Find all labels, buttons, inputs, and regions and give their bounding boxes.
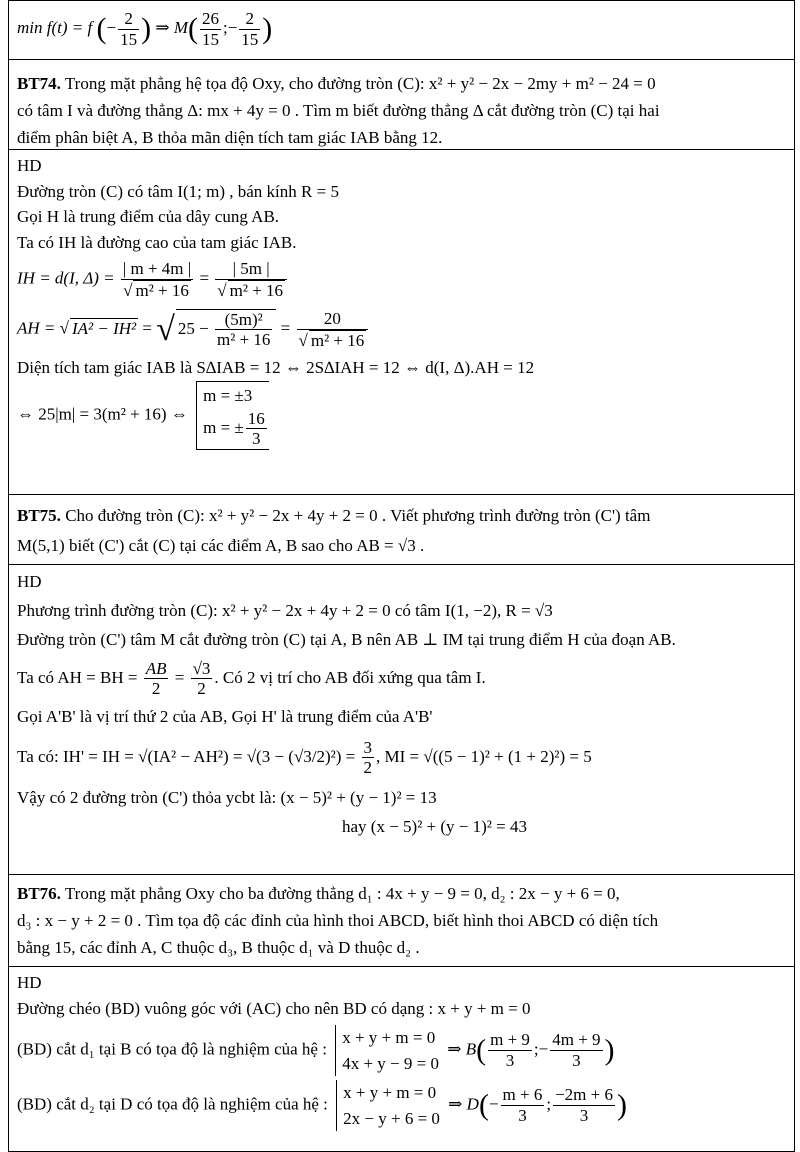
point-m-label: M xyxy=(173,17,188,37)
ah-formula: AH = √ IA² − IH² = √ 25 − $\frac{\text{(5m)²}}{\text{m² + 16}}$ = $\frac{20}{\text{√ m² + 16}}$ xyxy=(17,304,786,355)
bt75-solution: HD Phương trình đường tròn (C): x² + y² − 2x + 4y + 2 = 0 có tâm I(1, −2), R = √3 Đường tròn (C') tâm M cắt đường tròn (C) tại A, B nên AB ⊥ IM tại trung điểm H của đoạn AB. Ta có AH = BH = $\frac{AB}{2}$ = $\frac{√3}{2}$ . Có 2 vị trí cho AB đối xứng qua tâm I. Gọi A'B' là vị trí thứ 2 của AB, Gọi H' là trung điểm của A'B' Ta có: IH' = IH = √(IA² − AH²) = √(3 − (√3/2)²) = $\frac{3}{2}$ , MI = √((5 − 1)² + (1 + 2)²) = 5 Vậy có 2 đường tròn (C') thỏa ycbt là: (x − 5)² + (y − 1)² = 13 hay (x − 5)² + (y − 1)² = 43 xyxy=(8,565,795,875)
document-page xyxy=(8,0,795,1152)
ih-formula: IH = d(I, Δ) = $\frac{| m + 4m |}{\text{√ m² + 16}}$ = $\frac{| 5m |}{\text{√ m² + 16}}$ xyxy=(17,259,786,300)
m-equation: ⇔ 25|m| = 3(m² + 16) ⇔ m = ±3 m = ± $\frac{16}{3}$ xyxy=(17,381,786,450)
bt74-solution: HD Đường tròn (C) có tâm I(1; m) , bán kính R = 5 Gọi H là trung điểm của dây cung AB. Ta có IH là đường cao của tam giác IAB. IH = d(I, Δ) = $\frac{| m + 4m |}{\text{√ m² + 16}}$ = $\frac{| 5m |}{\text{√ m² + 16}}$ AH = √ IA² − IH² = √ 25 − $\frac{\text{(5m)²}}{\text{m² + 16}}$ = $\frac{20}{\text{√ m² + 16}}$ Diện tích tam giác IAB là S∆IAB = 12 ⇔ 2S∆IAH = 12 ⇔ d(I, Δ).AH = 12 ⇔ 25|m| = 3(m² + 16) ⇔ m = ±3 m = ± $\frac{16}{3}$ xyxy=(8,150,795,495)
m-x-fraction: $\frac{26}{15}$ xyxy=(201,9,219,49)
hd-label: HD xyxy=(17,156,42,175)
point-b-system: (BD) cắt d₁ tại B có tọa độ là nghiệm của hệ : x + y + m = 0 4x + y − 9 = 0 ⇒ B( $\frac{m + 9}{3}$ ;− $\frac{4m + 9}{3}$ ) xyxy=(17,1025,786,1076)
bt76-statement: BT76. Trong mặt phẳng Oxy cho ba đường thẳng d₁ : 4x + y − 9 = 0, d₂ : 2x − y + 6 = 0, d₃ : x − y + 2 = 0 . Tìm tọa độ các đỉnh của hình thoi ABCD, biết hình thoi ABCD có diện tích bằng 15, các đỉnh A, C thuộc d₃, B thuộc d₁ và D thuộc d₂ . xyxy=(8,875,795,967)
min-fraction: $\frac{2}{15}$ xyxy=(120,9,138,49)
implies-arrow: ⇒ xyxy=(155,17,170,37)
bt74-label: BT74. xyxy=(17,74,61,93)
bt76-label: BT76. xyxy=(17,884,61,903)
hd-label: HD xyxy=(17,973,42,992)
bt75-label: BT75. xyxy=(17,506,61,525)
ah-bh-line: Ta có AH = BH = $\frac{AB}{2}$ = $\frac{√3}{2}$ . Có 2 vị trí cho AB đối xứng qua tâm I. xyxy=(17,658,486,699)
min-result-box: min f(t) = f (− $\frac{2}{15}$ ) ⇒ M( $\frac{26}{15}$ ;− $\frac{2}{15}$ ) xyxy=(8,0,795,60)
bt74-statement: BT74. Trong mặt phẳng hệ tọa độ Oxy, cho đường tròn (C): x² + y² − 2x − 2my + m² − 24 = 0 có tâm I và đường thẳng Δ: mx + 4y = 0 . Tìm m biết đường thẳng Δ cắt đường tròn (C) tại hai điểm phân biệt A, B thỏa mãn diện tích tam giác IAB bằng 12. xyxy=(8,60,795,150)
bt76-solution: HD Đường chéo (BD) vuông góc với (AC) cho nên BD có dạng : x + y + m = 0 (BD) cắt d₁ tại B có tọa độ là nghiệm của hệ : x + y + m = 0 4x + y − 9 = 0 ⇒ B( $\frac{m + 9}{3}$ ;− $\frac{4m + 9}{3}$ ) (BD) cắt d₂ tại D có tọa độ là nghiệm của hệ : x + y + m = 0 2x − y + 6 = 0 ⇒ D(− $\frac{m + 6}{3}$ ; $\frac{-2m + 6}{3}$ ) xyxy=(8,967,795,1152)
bt75-statement: BT75. Cho đường tròn (C): x² + y² − 2x + 4y + 2 = 0 . Viết phương trình đường tròn (C') tâm M(5,1) biết (C') cắt (C) tại các điểm A, B sao cho AB = √3 . xyxy=(8,495,795,565)
ih-mi-line: Ta có: IH' = IH = √(IA² − AH²) = √(3 − (√3/2)²) = $\frac{3}{2}$ , MI = √((5 − 1)² + (1 + 2)²) = 5 xyxy=(17,737,592,778)
min-lhs: min f(t) = f xyxy=(17,17,93,37)
solution-bracket: m = ±3 m = ± $\frac{16}{3}$ xyxy=(196,381,269,450)
point-d-system: (BD) cắt d₂ tại D có tọa độ là nghiệm của hệ : x + y + m = 0 2x − y + 6 = 0 ⇒ D(− $\frac{m + 6}{3}$ ; $\frac{-2m + 6}{3}$ ) xyxy=(17,1080,786,1131)
hd-label: HD xyxy=(17,572,42,591)
m-y-fraction: $\frac{2}{15}$ xyxy=(241,9,259,49)
